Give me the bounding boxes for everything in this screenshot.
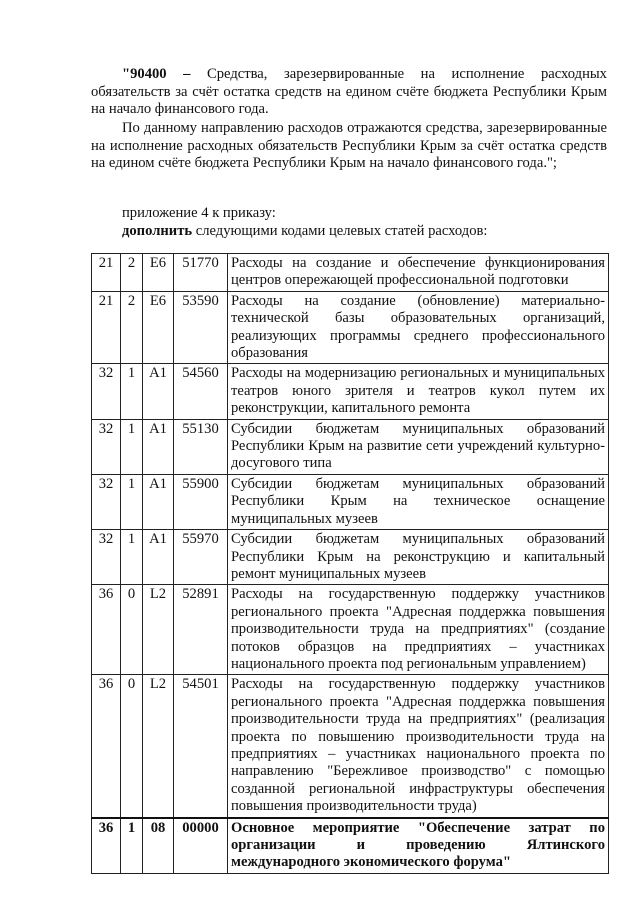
code-program: 36 xyxy=(92,585,121,675)
code-program: 21 xyxy=(92,291,121,364)
code-program: 32 xyxy=(92,419,121,474)
code-direction: 51770 xyxy=(174,254,228,292)
code-direction: 55130 xyxy=(174,419,228,474)
paragraph-direction xyxy=(91,120,607,173)
code-subprogram: 0 xyxy=(121,675,143,818)
code-90400: "90400 – xyxy=(122,66,191,82)
code-project: Е6 xyxy=(143,291,174,364)
table-row xyxy=(92,254,609,292)
code-direction: 54501 xyxy=(174,675,228,818)
code-subprogram: 1 xyxy=(121,474,143,529)
supplement-text: следующими кодами целевых статей расходов: xyxy=(192,223,488,239)
table-row xyxy=(92,530,609,585)
code-project: L2 xyxy=(143,585,174,675)
appendix-reference xyxy=(122,205,608,223)
supplement-keyword: дополнить xyxy=(122,223,193,239)
code-project: Е6 xyxy=(143,254,174,292)
expense-description: Субсидии бюджетам муниципальных образований Республики Крым на развитие сети учреждений культурно-досугового типа xyxy=(228,419,609,474)
main-activity-description: Основное мероприятие "Обеспечение затрат по организации и проведению Ялтинского международного экономического форума" xyxy=(228,818,609,874)
code-subprogram: 2 xyxy=(121,254,143,292)
code-program: 21 xyxy=(92,254,121,292)
code-direction: 00000 xyxy=(174,818,228,874)
supplement-instruction xyxy=(122,223,608,241)
code-program: 32 xyxy=(92,364,121,419)
code-project: А1 xyxy=(143,474,174,529)
table-row xyxy=(92,585,609,675)
appendix-reference-text: приложение 4 к приказу: xyxy=(122,205,276,221)
paragraph-direction-text: По данному направлению расходов отражаются средства, зарезервированные на исполнение расходных обязательств Республики Крым за счёт остатка средств на едином счёте бюджета Республики Крым на начало финансового года."; xyxy=(91,120,607,172)
paragraph-90400 xyxy=(91,66,607,119)
table-row xyxy=(92,364,609,419)
code-project: А1 xyxy=(143,364,174,419)
expense-description: Расходы на модернизацию региональных и муниципальных театров юного зрителя и театров кукол путем их реконструкции, капитального ремонта xyxy=(228,364,609,419)
code-direction: 52891 xyxy=(174,585,228,675)
expense-description: Расходы на создание и обеспечение функционирования центров опережающей профессиональной подготовки xyxy=(228,254,609,292)
expense-description: Расходы на создание (обновление) материально-технической базы образовательных организаций, реализующих программы среднего профессионального образования xyxy=(228,291,609,364)
code-project: L2 xyxy=(143,675,174,818)
code-direction: 54560 xyxy=(174,364,228,419)
code-direction: 55970 xyxy=(174,530,228,585)
code-subprogram: 2 xyxy=(121,291,143,364)
code-subprogram: 0 xyxy=(121,585,143,675)
table-row xyxy=(92,474,609,529)
code-subprogram: 1 xyxy=(121,818,143,874)
code-project: А1 xyxy=(143,530,174,585)
code-subprogram: 1 xyxy=(121,419,143,474)
code-program: 32 xyxy=(92,530,121,585)
code-program: 36 xyxy=(92,818,121,874)
table-row-main-activity xyxy=(92,818,609,874)
code-subprogram: 1 xyxy=(121,530,143,585)
code-direction: 53590 xyxy=(174,291,228,364)
code-program: 32 xyxy=(92,474,121,529)
code-project: 08 xyxy=(143,818,174,874)
code-program: 36 xyxy=(92,675,121,818)
table-row xyxy=(92,675,609,818)
expense-description: Субсидии бюджетам муниципальных образований Республики Крым на техническое оснащение муниципальных музеев xyxy=(228,474,609,529)
table-row xyxy=(92,291,609,364)
paragraph-90400-text: Средства, зарезервированные на исполнение расходных обязательств за счёт остатка средств на едином счёте бюджета Республики Крым на начало финансового года. xyxy=(91,66,607,118)
table-row xyxy=(92,419,609,474)
expense-description: Расходы на государственную поддержку участников регионального проекта "Адресная поддержка повышения производительности труда на предприятиях" (реализация проекта по повышению производительности труда на предприятиях – участниках национального проекта по направлению "Бережливое производство" с помощью созданной региональной инфраструктуры обеспечения повышения производительности труда) xyxy=(228,675,609,818)
code-direction: 55900 xyxy=(174,474,228,529)
code-subprogram: 1 xyxy=(121,364,143,419)
target-codes-table xyxy=(91,253,609,874)
expense-description: Субсидии бюджетам муниципальных образований Республики Крым на реконструкцию и капитальный ремонт муниципальных музеев xyxy=(228,530,609,585)
expense-description: Расходы на государственную поддержку участников регионального проекта "Адресная поддержка повышения производительности труда на предприятиях" (создание потоков образцов на предприятиях – участниках национального проекта под региональным управлением) xyxy=(228,585,609,675)
code-project: А1 xyxy=(143,419,174,474)
